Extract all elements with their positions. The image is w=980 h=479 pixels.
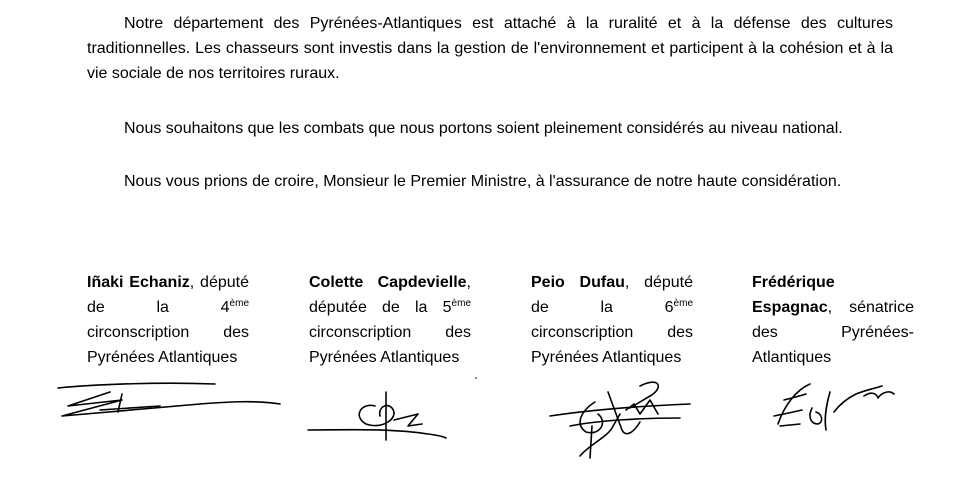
- closing-paragraph: Nous vous prions de croire, Monsieur le Premier Ministre, à l'assurance de notre haute considération.: [124, 173, 842, 190]
- signatory-role: , député de la 4: [87, 274, 249, 316]
- signatory-role: , sénatrice des Pyrénées-Atlantiques: [752, 299, 914, 366]
- signatory-ordinal: ème: [673, 298, 693, 309]
- signatory-name: Peio Dufau: [531, 274, 625, 291]
- signatory-block-1: [87, 270, 249, 370]
- signatory-block-3: [531, 270, 693, 370]
- signature-3-icon: [530, 374, 700, 464]
- signatory-role-end: circonscription des Pyrénées Atlantiques: [87, 324, 249, 366]
- signatory-name: Frédérique Espagnac: [752, 274, 835, 316]
- signature-2-icon: [300, 378, 460, 453]
- signatory-role-end: circonscription des Pyrénées Atlantiques: [531, 324, 693, 366]
- signatory-block-2: [309, 270, 471, 370]
- body-paragraph-1: Notre département des Pyrénées-Atlantiques est attaché à la ruralité et à la défense des cultures traditionnelles. Les chasseurs sont investis dans la gestion de l'environnement et participent à la cohésion et à la vie sociale de nos territoires ruraux.: [87, 15, 893, 82]
- signature-4-icon: [760, 372, 920, 442]
- signatory-ordinal: ème: [229, 298, 249, 309]
- body-paragraph-2: Nous souhaitons que les combats que nous portons soient pleinement considérés au niveau national.: [124, 120, 843, 137]
- signatory-block-4: [752, 270, 914, 370]
- signatory-name: Iñaki Echaniz: [87, 274, 190, 291]
- signature-1-icon: [40, 370, 290, 440]
- signatory-name: Colette Capdevielle: [309, 274, 467, 291]
- signatory-role: , députée de la 5: [309, 274, 471, 316]
- signatory-role-end: circonscription des Pyrénées Atlantiques: [309, 324, 471, 366]
- signatory-role: , député de la 6: [531, 274, 694, 316]
- signatory-ordinal: ème: [451, 298, 471, 309]
